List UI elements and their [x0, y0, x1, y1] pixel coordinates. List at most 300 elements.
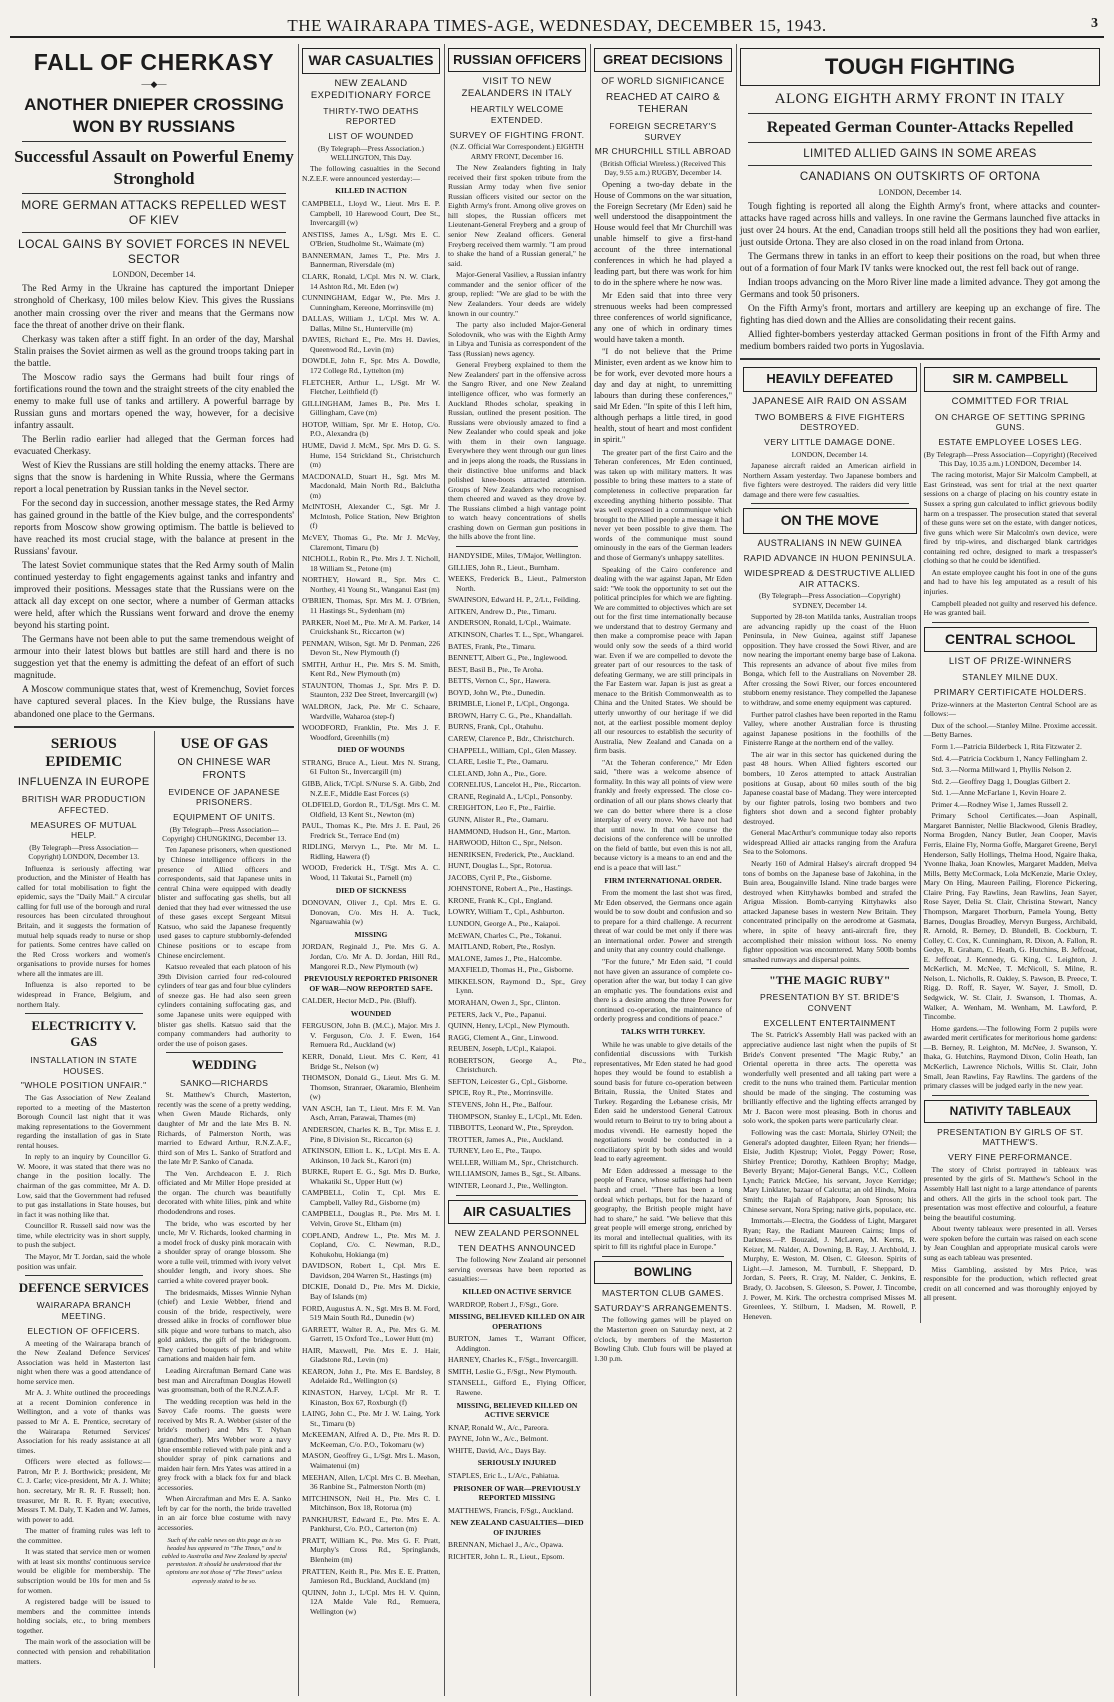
list-item: DICKIE, Donald D., Pte. Mrs M. Dickie, Bay of Islands (m): [302, 1282, 440, 1301]
subheadline: NEW ZEALAND EXPEDITIONARY FORCE: [310, 77, 432, 101]
subheadline: THIRTY-TWO DEATHS REPORTED: [323, 105, 419, 127]
paragraph: For the second day in succession, another message states, the Red Army has gained ground in the battle of the Kiev bulge, and the correspondents' reports from Moscow show growing optimism. The battle is believed to have reached its most crucial stage, with the balance at present in the Russians' favour.: [14, 498, 294, 558]
list-item: HARWOOD, Hilton C., Spr., Nelson.: [448, 838, 563, 848]
list-item: WHITE, David, A/c., Days Bay.: [448, 1445, 546, 1455]
list-item: CAREW, Clarence P., Bdr., Christchurch.: [448, 734, 575, 744]
paragraph: Form 1.—Patricia Bilderbeck 1, Rita Fitzwater 2.: [931, 741, 1082, 751]
paragraph: Influenza is also reported to be widespread in France, Belgium, and northern Italy.: [17, 980, 151, 1009]
dateline: LONDON, December 14.: [112, 270, 196, 280]
list-item: ANDERSON, Ronald, L/Cpl., Waimate.: [448, 618, 571, 628]
paragraph: Ten Japanese prisoners, when questioned by Chinese intelligence officers in the presence of Allied officers and correspondents, said that Japanese units in central China were equipped with deadly blister and suffocating gas shells, but all denied that they had ever witnessed the use of these gases except Sergeant Mitsui Katsuo, who said the Japanese frequently used gases to capture stubbornly-defended Chinese positions or to escape from Chinese encirclement.: [157, 845, 291, 960]
list-item: KINASTON, Harvey, L/Cpl. Mr R. T. Kinaston, Box 67, Roxburgh (f): [302, 1388, 440, 1407]
list-item: HAMMOND, Hudson H., Gnr., Marton.: [448, 826, 571, 836]
byline: (By Telegraph—Press Association—Copyright) SYDNEY, December 14.: [759, 591, 901, 610]
list-item: SMITH, Arthur H., Pte. Mrs S. M. Smith, Kent Rd., New Plymouth (m): [302, 659, 440, 679]
subheadline: RAPID ADVANCE IN HUON PENINSULA.: [743, 553, 916, 564]
divider: [456, 546, 578, 547]
list-item: NICHOLL, Robin R., Pte. Mrs J. T. Nicholl, 18 William St., Petone (m): [302, 554, 440, 573]
list-item: WINTER, Leonard J., Pte., Wellington.: [448, 1180, 568, 1190]
subheadline: LIST OF PRIZE-WINNERS: [948, 656, 1072, 668]
list-item: McVEY, Thomas G., Pte. Mr J. McVey, Claremont, Timaru (b): [302, 533, 440, 552]
list-item: LAING, John C., Pte. Mr J. W. Laing, York St., Timaru (b): [302, 1409, 440, 1428]
paragraph: Major-General Vasiliev, a Russian infantry commander and the senior officer of the group, replied: "We are glad to be with the New Zealanders. Your deeds are widely known in our country.": [448, 270, 586, 318]
paragraph: The Germans threw in tanks in an effort to keep their positions on the road, but when three out of a formation of four Mark IV tanks were knocked out, the rest fell back out of range.: [740, 251, 1100, 274]
list-item: VAN ASCH, Ian T., Lieut. Mrs F. M. Van Asch, Arran, Parawai, Thames (m): [302, 1103, 440, 1123]
paragraph: The story of Christ portrayed in tableaux was presented by the girls of St. Matthew's School in the Assembly Hall last night to a large attendance of parents and others. All the girls in the school took part. The presentation was most effective and colourful, a feature being the beautiful costuming.: [923, 1164, 1097, 1222]
list-item: QUINN, Henry, L/Cpl., New Plymouth.: [448, 1021, 570, 1031]
list-item: SPICE, Roy R., Pte., Morrinsville.: [448, 1088, 554, 1098]
subheadline: WAIRARAPA BRANCH MEETING.: [36, 1300, 131, 1322]
byline: (N.Z. Official War Correspondent.) EIGHTH ARMY FRONT, December 16.: [450, 142, 584, 161]
paragraph: The main work of the association will be connected with pension and rehabilitation matters.: [17, 1637, 151, 1666]
list-item: HUME, David J. McM., Spr. Mrs D. G. S. Hume, 154 Strickland St., Christchurch (m): [302, 440, 440, 470]
article-central-school: [924, 627, 1098, 1091]
list-item: DOWDLE, John F., Spr. Mrs A. Dowdle, 172 College Rd., Lyttelton (m): [302, 356, 440, 376]
list-item: WEEKS, Frederick B., Lieut., Palmerston North.: [448, 574, 586, 593]
list-item: NORTHEY, Howard R., Spr. Mrs C. Northey, 41 Young St., Wanganui East (m): [302, 575, 440, 594]
paragraph: A Moscow communique states that, west of Kremenchug, Soviet forces have captured several places. In the Kiev bulge, the Russians have abandoned one place to the Germans.: [14, 685, 294, 720]
list-item: WOODFORD, Franklin, Pte. Mrs J. F. Woodford, Greenhills (m): [302, 723, 440, 742]
paragraph: Nearly 160 of Admiral Halsey's aircraft dropped 94 tons of bombs on the Japanese base of Jakohina, in the Buin area, Bougainville Island. Nine trade barges were destroyed when Kittyhawks bombed and strafed the Arigua Mission. Bomb-carrying Kittyhawks also attacked Japanese bases in western New Britain. They concentrated principally on the aerodrome at Gasmata, where, in spite of heavy anti-aircraft fire, they accomplished their mission without loss. No enemy fighter opposition was encountered. Many 500lb bombs smashed runways and dispersal points.: [743, 859, 917, 964]
subheadline: FOREIGN SECRETARY'S SURVEY: [609, 120, 717, 142]
section-subhead: TALKS WITH TURKEY.: [621, 1026, 705, 1036]
air-casualty-list: [448, 1506, 586, 1516]
list-item: REUBEN, Joseph, L/Cpl., Kaiapoi.: [448, 1044, 556, 1054]
column-2: [298, 44, 444, 1696]
subheadline: ALONG EIGHTH ARMY FRONT IN ITALY: [774, 90, 1066, 107]
paragraph: The Mayor, Mr T. Jordan, said the whole position was unfair.: [17, 1251, 151, 1271]
missing-list: [302, 942, 440, 971]
list-item: MALONE, James J., Pte., Halcombe.: [448, 953, 562, 963]
subheadline: MEASURES OF MUTUAL HELP.: [30, 819, 137, 841]
air-casualty-list: [448, 1300, 586, 1310]
list-item: PARKER, Noel M., Pte. Mr A. M. Parker, 14 Cruickshank St., Riccarton (w): [302, 617, 440, 637]
list-item: CORNELIUS, Lancelot H., Pte., Riccarton.: [448, 780, 581, 790]
paragraph: Mr Eden addressed a message to the people of France, whose sufferings had been harsh and cruel. "There has been a long ordeal which perhaps, but for the hazard of geography, the British people might have had to share," he said. "We believe that this great people will emerge strong, enriched by its moral and intellectual qualities, with its spirit to fill its rightful place in Europe.": [594, 1165, 732, 1252]
headline: RUSSIAN OFFICERS: [448, 48, 586, 72]
list-item: SEFTON, Leicester G., Cpl., Gisborne.: [448, 1076, 568, 1086]
paragraph: About twenty tableaux were presented in all. Verses were spoken before the curtain was raised on each scene by Jean Coughlan and appropriate musical carols were sung as each tableau was presented.: [923, 1224, 1097, 1262]
list-item: QUINN, John J., L/Cpl. Mrs H. V. Quinn, 12A Malde Vale Rd., Remuera, Wellington (w): [302, 1587, 440, 1616]
paragraph: Officers were elected as follows:—Patron, Mr P. J. Borthwick; president, Mr C. J. Carle; vice-president, Mr A. J. White; hon. secretary, Mr R. R. F. Russell; hon. treasurer, Mr R. R. F. Ryan; executive, Messrs T. M. Daly, T. Kaden and W. James, with power to add.: [17, 1457, 151, 1524]
paragraph: Std. 2.—Geoffrey Dagg 1, Douglas Gilbert 2.: [931, 776, 1071, 786]
subheadline: LIMITED ALLIED GAINS IN SOME AREAS: [803, 147, 1037, 160]
list-item: GILLINGHAM, James B., Pte. Mrs I. Gillingham, Cave (m): [302, 398, 440, 418]
list-item: BANNERMAN, James T., Pte. Mrs J. Bannerman, Riversdale (m): [302, 250, 440, 270]
subheadline: LIST OF WOUNDED: [328, 130, 414, 141]
paragraph: Indian troops advancing on the Moro River line made a limited advance. They got among the Germans and took 50 prisoners.: [740, 278, 1100, 301]
subheadline: ELECTION OF OFFICERS.: [27, 1325, 141, 1336]
paragraph: Supported by 28-ton Matilda tanks, Australian troops are advancing rapidly up the coast of the Huon Peninsula, in New Guinea, against stiff Japanese opposition. They have crossed the Sowi River, and are now nearing the important enemy barge base of Lakona. This represents an advance of about five miles from Bonga, which fell to the Australians on November 28. After crossing the Sowi River, our forces encountered stubborn enemy resistance. They compelled the Japanese to withdraw, and some enemy equipment was captured.: [743, 611, 917, 707]
headline: DEFENCE SERVICES: [18, 1280, 149, 1296]
list-heading: NEW ZEALAND CASUALTIES—DIED OF INJURIES: [450, 1518, 584, 1537]
article-cherkasy: [14, 48, 294, 721]
paragraph: The following New Zealand air personnel serving overseas have been reported as casualties:—: [448, 1255, 586, 1284]
killed-in-action-list: [302, 199, 440, 742]
list-item: WELLER, William M., Spr., Christchurch.: [448, 1157, 579, 1167]
article-wedding: [158, 1057, 292, 1586]
list-heading: DIED OF WOUNDS: [337, 745, 405, 755]
paragraph: The party also included Major-General Solodovnik, who was with the Eighth Army in Libya and Tunisia as correspondent of the Tass (Russian) news agency.: [448, 320, 586, 358]
list-item: STRANG, Bruce A., Lieut. Mrs N. Strang, 61 Fulton St., Invercargill (m): [302, 757, 440, 777]
list-item: STAPLES, Eric L., L/A/c., Pahiatua.: [448, 1470, 560, 1480]
list-item: MIKKELSON, Raymond D., Spr., Grey Lynn.: [448, 976, 586, 996]
list-item: PANKHURST, Edward E., Pte. Mrs E. A. Pankhurst, C/o. P.O., Carterton (m): [302, 1514, 440, 1534]
divider: [22, 193, 286, 194]
subheadline: JAPANESE AIR RAID ON ASSAM: [752, 395, 908, 407]
paragraph: While he was unable to give details of the confidential discussions with Turkish representatives, Mr Eden stated he had good hopes they would be found to establish a sound basis for future co-operation between Britain, Russia, the United States and Turkey. Regarding the Lebanese crisis, Mr Eden said he understood General Catroux would return to Beirut to try to bring about a modus vivendi. He earnestly hoped the negotiations would be conducted in a conciliatory spirit by both sides and would lead to early agreement.: [594, 1039, 732, 1164]
list-item: JORDAN, Reginald J., Pte. Mrs G. A. Jordan, C/o. Mr A. D. Jordan, Hill Rd., Mangorei R.D., New Plymouth (w): [302, 942, 440, 971]
subheadline: INSTALLATION IN STATE HOUSES.: [30, 1054, 138, 1076]
paragraph: Primer 4.—Rodney Wise 1, James Russell 2.: [931, 799, 1068, 809]
subheadline: TWO BOMBERS & FIVE FIGHTERS DESTROYED.: [754, 411, 905, 433]
list-item: BETTS, Vernon C., Spr., Hawera.: [448, 676, 551, 686]
headline: SERIOUS EPIDEMIC: [45, 735, 123, 771]
headline: GREAT DECISIONS: [594, 48, 732, 72]
list-heading: WOUNDED: [350, 1008, 392, 1018]
list-item: PAYNE, John W., A/c., Belmont.: [448, 1434, 549, 1444]
article-russian-officers: [448, 48, 586, 1191]
paragraph: General Freyberg explained to them the New Zealanders' part in the offensive across the Sangro River, and one New Zealand intelligence officer, who was formerly an Auckland Rhodes scholar, speaking in Russian, outlined the present position. The Russians were obviously amazed to find a New Zealander who could speak and joke with them in their own language. Everywhere they went through our gun lines and in jeeps along the roads, the Russians in their distinctive blue uniforms and black polished knee-boots attracted attention. Groups of New Zealanders who recognised them cheered and waved as they drove by. The Russians climbed a high vantage point to watch heavy concentrations of shells crashing down on German gun positions in the hills above the front line.: [448, 360, 586, 542]
list-item: THOMSON, Donald G., Lieut. Mrs G. M. Thomson, Stranraer, Okaramio, Blenheim (w): [302, 1073, 440, 1102]
list-item: PRATTEN, Keith R., Pte. Mrs E. E. Pratten, Jamieson Rd., Buckland, Auckland (m): [302, 1566, 440, 1586]
list-item: SMITH, Leslie G., F/Sgt., New Plymouth.: [448, 1366, 577, 1376]
list-item: RICHTER, John L. R., Lieut., Epsom.: [448, 1551, 565, 1561]
list-item: PENMAN, Wilson, Sgt. Mr D. Penman, 226 Devon St., New Plymouth (f): [302, 638, 440, 658]
list-item: WOOD, Frederick H., T/Sgt. Mrs A. C. Wood, 11 Takutai St., Parnell (m): [302, 863, 440, 883]
column-1: [10, 44, 298, 1696]
subheadline: OF WORLD SIGNIFICANCE: [601, 76, 725, 87]
article-nativity: [924, 1100, 1098, 1303]
list-item: O'BRIEN, Thomas, Spr. Mrs M. J. O'Brien, 11 Hastings St., Sydenham (m): [302, 596, 440, 615]
subheadline: SATURDAY'S ARRANGEMENTS.: [594, 1302, 732, 1313]
subheadline: COMMITTED FOR TRIAL: [951, 395, 1069, 407]
list-item: DONOVAN, Oliver J., Cpl. Mrs E. G. Donovan, C/o. Mrs H. A. Tuck, Ngaruawahia (w): [302, 898, 440, 927]
paragraph: Immortals.—Electra, the Goddess of Light, Margaret Ryan; Ray, the Radiant Maureen Cairns; Imps of Darkness.—P. Bouzaid, J. McLaren, M. Kerns, R. Keizer, M. Nalder, A. Downing, B. Ray, J. Archbold, J. Murphy, E. Weston, M. Olsen, C. Gleeson. Spirits of Light.—J. Jameson, M. Turnbull, F. Sheppard, D. Jordan, S. Peers, R. Cray, M. Nalder, C. Jenkins, E. Brady, O. Jacobsen, S. Gleeson, S. Power, J. Tincombe, J. Power, M. Kirk. The orchestra comprised Misses M. Greenlees, Y. Stilburn, I. Madsen, M. Rowell, P. Heneven.: [743, 1216, 917, 1321]
subheadline: WIDESPREAD & DESTRUCTIVE ALLIED AIR ATTACKS.: [744, 567, 916, 589]
air-casualty-list: [448, 1423, 586, 1456]
paragraph: The St. Patrick's Assembly Hall was packed with an appreciative audience last night when the pupils of St Bride's Convent presented "The Magic Ruby," an Oriental operetta in three acts. The operetta was wonderfully well presented and all taking part were a credit to the nuns who trained them. Particular mention should be made of the singing. The costuming was brilliantly effective and the lighting effects arranged by Mr J. Bacon were most pleasing. Both in chorus and solo work, the spoken parts were particularly clear.: [743, 1030, 917, 1126]
list-item: FLETCHER, Arthur L., L/Sgt. Mr W. Fletcher, Leithfield (f): [302, 377, 440, 397]
divider: [22, 232, 286, 233]
paragraph: Speaking of the Cairo conference and dealing with the war against Japan, Mr Eden said: "We took the opportunity to set out the political principles for which we are fighting. We are committed to objectives which are set out for the first time internationally because we understand that to destroy Germany and then make a compromise peace with Japan would only sow the seeds of a third world war. Even if we are compelled to devote the greater part of our resources to the task of defeating Germany, we are still principals in the Far Eastern war. Japan is just as great a menace to the British Commonwealth as to China and the United States. We should be utterly unworthy of our heritage if we did not, at the earliest possible moment deploy all our resources to establish the security of Australia, New Zealand and Canada on a firm basis.: [594, 564, 732, 756]
paragraph: The matter of framing rules was left to the committee.: [17, 1526, 151, 1545]
paragraph: The following casualties in the Second N.Z.E.F. were announced yesterday:—: [302, 164, 440, 183]
subheadline: STANLEY MILNE DUX.: [962, 672, 1059, 683]
paragraph: Cherkasy was taken after a stiff fight. In an order of the day, Marshal Stalin praises the Soviet airmen as well as the ground troops taking part in the battle.: [14, 334, 294, 369]
list-item: STAUNTON, Thomas J., Spr. Mrs P. D. Staunton, 232 Dee Street, Invercargill (w): [302, 680, 440, 700]
section-subhead: FIRM INTERNATIONAL ORDER.: [604, 875, 722, 885]
list-item: TURNEY, Leo E., Pte., Taupo.: [448, 1146, 542, 1156]
list-heading: MISSING: [354, 929, 388, 939]
divider: [25, 1013, 143, 1014]
list-item: BATES, Frank, Pte., Timaru.: [448, 641, 536, 651]
list-item: CAMPBELL, Douglas R., Pte. Mrs M. I. Velvin, Grove St., Eltham (m): [302, 1209, 440, 1229]
divider: [751, 968, 909, 969]
wounded-list: [302, 1021, 440, 1616]
list-item: GILLIES, John R., Lieut., Burnham.: [448, 562, 560, 572]
headline: ON THE MOVE: [743, 508, 917, 534]
article-on-the-move: [743, 508, 917, 964]
list-item: McINTOSH, Alexander C., Sgt. Mr J. McIntosh, Police Station, New Brighton (f): [302, 502, 440, 531]
list-item: MAXFIELD, Thomas H., Pte., Gisborne.: [448, 965, 574, 975]
list-item: CLELAND, John A., Pte., Gore.: [448, 768, 547, 778]
list-item: CAMPBELL, Lloyd W., Lieut. Mrs E. P. Campbell, 10 Harewood Court, Dee St., Invercargill (w): [302, 199, 440, 228]
list-item: ANSTISS, James A., L/Sgt. Mrs E. C. O'Brien, Studholme St., Waimate (m): [302, 229, 440, 249]
subheadline: SANKO—RICHARDS: [180, 1077, 269, 1088]
list-item: KERR, Donald, Lieut. Mrs C. Kerr, 41 Bridge St., Nelson (w): [302, 1052, 440, 1071]
list-item: ATKINSON, Charles T. L., Spr., Whangarei.: [448, 629, 584, 639]
paragraph: Further patrol clashes have been reported in the Ramu Valley, where another Australian force is thrusting against Japanese positions in the foothills of the Finisterre Range at the northern end of the valley.: [743, 709, 917, 748]
subheadline: ON CHARGE OF SETTING SPRING GUNS.: [934, 411, 1086, 433]
list-item: JACOBS, Cyril P., Pte., Gisborne.: [448, 872, 552, 882]
list-item: DALLAS, William J., L/Cpl. Mrs W. A. Dallas, Milne St., Hunterville (m): [302, 314, 440, 333]
list-item: BURTON, James T., Warrant Officer, Addington.: [448, 1334, 586, 1353]
paragraph: A meeting of the Wairarapa branch of the New Zealand Defence Services' Association was held in Masterton last night when there was a good attendance of home service men.: [17, 1338, 151, 1386]
section-rule: [740, 358, 1100, 360]
paragraph: Leading Aircraftman Bernard Cane was best man and Aircraftman Douglas Howell was groomsman, both of the R.N.Z.A.F.: [157, 1366, 291, 1395]
list-item: THOMPSON, Stanley E., L/Cpl., Mt. Eden.: [448, 1111, 583, 1121]
paragraph: Campbell pleaded not guilty and reserved his defence. He was granted bail.: [923, 598, 1097, 618]
byline: (By Telegraph—Press Association—Copyright) LONDON, December 13.: [28, 842, 140, 862]
air-casualty-groups: [448, 1287, 586, 1562]
paragraph: The Gas Association of New Zealand reported to a meeting of the Masterton Borough Council last night that it was making representations to the Government regarding the installation of gas in State rental houses.: [17, 1092, 151, 1150]
headline: TOUGH FIGHTING: [740, 48, 1100, 86]
subheadline: EQUIPMENT OF UNITS.: [173, 812, 276, 823]
list-item: GUNN, Alister R., Pte., Oamaru.: [448, 814, 549, 824]
paragraph: Std. 1.—Anne McFarlane 1, Kevin Hoare 2.: [931, 788, 1067, 798]
list-item: MATTHEWS, Francis, F/Sgt., Auckland.: [448, 1505, 574, 1515]
paragraph: Miss Gambling, assisted by Mrs Price, was responsible for the production, which reflected great credit on all concerned and was thoroughly enjoyed by all present.: [923, 1264, 1097, 1303]
list-item: LOWRY, William T., Cpl., Ashburton.: [448, 907, 565, 917]
paragraph: Councillor R. Russell said now was the time, while electricity was in short supply, to push the subject.: [17, 1221, 151, 1250]
headline: NATIVITY TABLEAUX: [924, 1100, 1098, 1123]
headline: SIR M. CAMPBELL: [924, 367, 1098, 391]
paragraph: Std. 4.—Patricia Cockburn 1, Nancy Fellingham 2.: [931, 753, 1088, 763]
headline: AIR CASUALTIES: [448, 1200, 586, 1224]
list-item: MASON, Geoffrey G., L/Sgt. Mrs L. Mason, Waimatenui (m): [302, 1451, 440, 1470]
subheadline: VISIT TO NEW ZEALANDERS IN ITALY: [461, 76, 573, 100]
paragraph: St. Matthew's Church, Masterton, recently was the scene of a pretty wedding, when Gwen Maude Richards, only daughter of Mr and the late Mrs B. N. Richards, of Palmerston North, was married to Edward Arthur, R.N.Z.A.F., third son of Mrs L. Sanko of Stratford and the late Mr P. Sanko of Canada.: [157, 1090, 291, 1167]
byline: (British Official Wireless.) (Received This Day, 9.55 a.m.) RUGBY, December 14.: [600, 159, 726, 178]
divider: [25, 1275, 143, 1276]
list-item: HUNT, Douglas L., Spr., Rotorua.: [448, 861, 553, 871]
paragraph: From the moment the last shot was fired, Mr Eden observed, the Germans once again would be to sow doubt and confusion and so to prepare for a third challenge. A recurrent threat of war could be met only if there was an international order. Power and strength and unity that any country could challenge.: [594, 888, 732, 955]
list-item: WILLIAMSON, James B., Sgt., St. Albans.: [448, 1169, 581, 1179]
subheadline: TEN DEATHS ANNOUNCED: [458, 1242, 576, 1253]
list-item: BRENNAN, Michael J., A/c., Opawa.: [448, 1540, 564, 1550]
list-item: BEST, Basil B., Pte., Te Aroha.: [448, 664, 544, 674]
paragraph: The racing motorist, Major Sir Malcolm Campbell, at East Grinstead, was sent for trial at the next quarter sessions on a charge of placing on his country estate in Sussex a spring gun calculated to inflict grievous bodily harm on a trespasser. The prosecution stated that several of these guns were set on the estate, with danger notices, five guns which were Sir Malcolm's own device, were fired by trip-wires, and discharged blank cartridges containing red ochre, designed to mark a trespasser's clothing so that he could be identified.: [923, 470, 1097, 566]
paragraph: Following was the cast: Mortala, Shirley O'Neil; the General's adopted daughter, Eileen Ryan; her friends—Elsie, Judith Kjestrup; Violet, Peggy Power; Rose, Shirley Prentice; Dorothy, Kathleen Brophy; Madge, Beverly Bryant; Major-General Bangs, V.C., Colleen Lynch; Patrick McGee, his servant, Joyce Kerridge; Mary Linklater, bazaar of Calcutta; an old Hindu, Moira Smith; the Rajah of Rajahpore, Joan Sproson; his Chinese servant, Nora Spring; native girls, populace, etc.: [743, 1128, 917, 1214]
list-heading: DIED OF SICKNESS: [335, 885, 407, 895]
list-item: MORAHAN, Owen J., Spr., Clinton.: [448, 997, 561, 1007]
paragraph: The Berlin radio earlier had alleged that the German forces had evacuated Cherkasy.: [14, 434, 294, 457]
list-item: CRANE, Reginald A., L/Cpl., Ponsonby.: [448, 791, 573, 801]
pow-safe-list: [302, 996, 440, 1006]
list-item: HAIR, Maxwell, Pte. Mrs E. J. Hair, Gladstone Rd., Levin (m): [302, 1345, 440, 1365]
subheadline: MORE GERMAN ATTACKS REPELLED WEST OF KIEV: [21, 197, 287, 228]
subheadline: PRESENTATION BY GIRLS OF ST. MATTHEW'S.: [937, 1126, 1084, 1148]
paragraph: The latest Soviet communique states that the Red Army south of Malin continued yesterday to fight engagements against tanks and infantry and improved their positions. Messages state that the Russians were on the attack all day except on one sector, where a number of German attacks were held, after which the Russians went forward and drove the enemy beyond his starting point.: [14, 561, 294, 632]
list-item: MAITLAND, Robert, Pte., Roslyn.: [448, 942, 556, 952]
subheadline: HEARTILY WELCOME EXTENDED.: [470, 104, 564, 126]
subheadline: ON CHINESE WAR FRONTS: [177, 757, 272, 782]
list-item: HARNEY, Charles K., F/Sgt., Invercargill.: [448, 1355, 579, 1365]
paragraph: The bride, who was escorted by her uncle, Mr V. Richards, looked charming in a model frock of dusky pink moracain with a shoulder spray of orange blossom. She wore a tulle veil, trimmed with ivory velvet shoulder length, and ivory shoes. She carried a white covered prayer book.: [157, 1218, 291, 1285]
list-item: CAMPBELL, Colin T., Cpl. Mrs E. Campbell, Valley Rd., Gisborne (m): [302, 1188, 440, 1207]
subheadline: MR CHURCHILL STILL ABROAD: [594, 146, 732, 157]
list-item: STANSELL, Gifford E., Flying Officer, Rawene.: [448, 1378, 586, 1398]
subheadline: LOCAL GAINS BY SOVIET FORCES IN NEVEL SECTOR: [18, 237, 290, 267]
list-item: DAVIES, Richard E., Pte. Mrs H. Davies, Queenwood Rd., Levin (m): [302, 335, 440, 354]
list-item: McEWAN, Charles C., Pte., Tokanui.: [448, 930, 562, 940]
list-item: JOHNSTONE, Robert A., Pte., Hastings.: [448, 884, 573, 894]
list-heading: KILLED IN ACTION: [335, 186, 407, 196]
article-air-casualties: [448, 1200, 586, 1562]
list-item: PETERS, Jack V., Pte., Papanui.: [448, 1009, 547, 1019]
paragraph: Home gardens.—The following Form 2 pupils were awarded merit certificates for meritorious home gardens:—B. Berney, R. Leighton, M. McNee, J. Swanson, Y. Ihaka, G. Hutchins, Raymond Dixon, Colin Heath, Ian McKerlich, Lawrence Nichols, Willis St. Clair, John Small, Jean Rawlins, Fay Rawlins. The gardens of the primary classes will be judged early in the new year.: [923, 1023, 1097, 1091]
divider: [932, 1095, 1090, 1096]
subheadline: "WHOLE POSITION UNFAIR.": [20, 1080, 147, 1091]
list-item: McKEEMAN, Alfred A. D., Pte. Mrs R. D. McKeeman, C/o. P.O., Tokomaru (w): [302, 1430, 440, 1449]
page-number: 3: [1091, 16, 1098, 31]
subheadline: ESTATE EMPLOYEE LOSES LEG.: [938, 436, 1083, 447]
divider: [166, 1052, 284, 1053]
list-item: GARRETT, Walter R. A., Pte. Mrs G. M. Garrett, 15 Oxford Tce., Lower Hutt (m): [302, 1324, 440, 1344]
paragraph: The bridesmaids, Misses Winnie Nyhan (chief) and Lexie Webber, friend and cousin of the bride, respectively, were dressed alike in frocks of cornflower blue silk pique and wore turbans to match, also gold anklets, the gift of the bridegroom. They carried bouquets of pink and white carnations and maiden hair fern.: [157, 1287, 291, 1364]
section-rule: [14, 726, 294, 728]
paragraph: The following games will be played on the Masterton green on Saturday next, at 2 o'clock, by members of the Masterton Bowling Club. Club fours will be played at 1.30 p.m.: [594, 1315, 732, 1363]
list-item: BRIMBLE, Lionel P., L/Cpl., Ongonga.: [448, 699, 570, 709]
paragraph: Primary School Certificates.—Joan Aspinall, Margaret Bannister, Nellie Blackwood, Glenis Bradley, Norma Brogden, Nancy Butler, Jean Cooper, Mavis Ferris, Elaine Fly, Norma Goffe, Margaret Greene, Beryl Henderson, Sally Hollings, Thelma Hood, Ngaire Ihaka, Yvonne Ihaka, Joan Knowles, Margaret Madden, Melva Mills, Betty McCormack, Lola McKenzie, Marie Oxley, Mary On Hing, Maureen Pailing, Florence Pickering, Claire Pring, Fay Rawlins, Jean Rawlins, Jean Sayer, Rose Sayer, Delia St. Clair, Christina Stewart, Nancy Thompson, Margaret Thorburn, Pamela Young, Betty Barnes, Douglas Broadley, Mervyn Burgess, Archibald, R. Arnold, R. Berney, D. Blundell, B. Cockburn, T. Colley, C. Cox, K. Cunningham, R. Dixon, A. Fallon, R. Gedye, R. Graham, C. Heath, G. Hutchins, B. Jeffcoat, E. Jeffcoat, J. Kennedy, G. King, C. Leighton, J. McKerlich, M. McNee, T. McNicoll, S. Milne, R. Nelson, L. Nicholls, R. Oakley, S. Pawson, B. Preece, T. Rigg, D. Roff, R. Sayer, W. Sayer, J. Smoll, D. Sedgwick, W. St. Clair, J. Swanson, I. Thomas, A. Walker, A. Wenham, M. Wenham, M. Lawford, P. Tincombe.: [923, 811, 1097, 1022]
masthead: [10, 6, 1104, 38]
list-heading: SERIOUSLY INJURED: [477, 1458, 557, 1468]
list-heading: MISSING, BELIEVED KILLED ON AIR OPERATIONS: [448, 1312, 586, 1331]
headline: BOWLING: [594, 1261, 732, 1284]
air-casualty-list: [448, 1540, 586, 1561]
divider: [751, 503, 909, 504]
byline: (By Telegraph—Press Association.) WELLINGTON, This Day.: [318, 143, 424, 162]
paragraph: The New Zealanders fighting in Italy received their first spoken tribute from the Russian Army today when five senior Russian officers visited our sector on the Eighth Army's front. Among olive groves on hill slopes, the Russian officers met Lieutenant-General Freyberg and a group of senior New Zealand officers. General Freyberg received them warmly. "I am proud to shake the hand of a Russian general," he said.: [448, 163, 586, 268]
dateline: LONDON, December 14.: [878, 187, 962, 197]
headline: ELECTRICITY V. GAS: [31, 1018, 137, 1050]
subheadline: INFLUENZA IN EUROPE: [17, 776, 150, 789]
paragraph: "For the future," Mr Eden said, "I could not have given an assurance of complete co-operation after the war, but today I can give an emphatic yes. The foundations exist and there is a desire among the three Powers for continued co-operation, the maintenance of orderly progress and conditions of peace.": [594, 957, 732, 1024]
paragraph: The greater part of the first Cairo and the Teheran conferences, Mr Eden continued, was taken up with military matters. It was possible to bring these matters to a state of completeness in collective preparation far exceeding anything hitherto possible. That was well expressed in a communique which brought to the Allied people a message it had never yet been possible to give them. The words of the communique must sound ominously in the ears of the German leaders and those of Germany's unhappy satellites.: [594, 447, 732, 562]
divider: [602, 1256, 724, 1257]
paragraph: Influenza is seriously affecting war production, and the Minister of Health has called for total mobilisation to fight the epidemic, says the "Daily Mail." A circular calling for full use of the borough and rural resources has been circulated throughout Britain, and it suggests the formation of mutual help squads ready to nurse or shop for patients. Some centres have called on the Red Cross workers and women's organisations to provide nurses for homes where all the inmates are ill.: [17, 863, 151, 978]
list-heading: PREVIOUSLY REPORTED PRISONER OF WAR—NOW REPORTED SAFE.: [304, 974, 438, 993]
list-item: CHAPPELL, William, Cpl., Glen Massey.: [448, 745, 577, 755]
paragraph: An estate employee caught his foot in one of the guns and had to have his leg amputated as a result of his injuries.: [923, 567, 1097, 597]
list-item: BENNETT, Albert G., Pte., Inglewood.: [448, 653, 568, 663]
article-tough-fighting: [740, 48, 1100, 353]
paragraph: Allied fighter-bombers yesterday attacked German positions in front of the Fifth Army and medium bombers raided two ports in Yugoslavia.: [740, 330, 1100, 353]
article-heavily-defeated: [743, 367, 917, 499]
subheadline: SURVEY OF FIGHTING FRONT.: [449, 129, 585, 140]
list-item: SWAINSON, Edward H. P., 2/Lt., Feilding.: [448, 595, 581, 605]
article-electricity: [17, 1018, 151, 1271]
article-gas: [158, 735, 292, 1049]
paragraph: The Ven. Archdeacon E. J. Rich officiated and Mr Miller Hope presided at the organ. The church was beautifully decorated with white lilies, pink and white rhododendrons and roses.: [157, 1168, 291, 1217]
list-heading: MISSING, BELIEVED KILLED ON ACTIVE SERVICE: [456, 1400, 578, 1420]
paragraph: Japanese aircraft raided an American airfield in Northern Assam yesterday. Two Japanese bombers and five fighters were destroyed. The raiders did very little damage and there were few casualties.: [743, 460, 917, 499]
divider: [22, 141, 286, 142]
list-item: HENRIKSEN, Frederick, Pte., Auckland.: [448, 849, 575, 859]
list-item: STEVENS, John H., Pte., Balfour.: [448, 1100, 553, 1110]
list-heading: PRISONER OF WAR—PREVIOUSLY REPORTED MISSING: [453, 1483, 581, 1503]
article-war-casualties: [302, 48, 440, 1616]
paragraph: It was stated that service men or women with at least six months' continuous service would be eligible for membership. The subscription would be 10s for men and 5s for women.: [17, 1547, 151, 1595]
subheadline: PRIMARY CERTIFICATE HOLDERS.: [933, 687, 1087, 698]
subheadline: EVIDENCE OF JAPANESE PRISONERS.: [168, 786, 281, 808]
paragraph: Tough fighting is reported all along the Eighth Army's front, where attacks and counter-attacks have raged across hills and valleys. In one ravine the Germans launched five attacks in just over 24 hours. At the end, Canadian troops still held all the positions they had won earlier, just outside Ortona. They are also closed in on the road inland from Ortona.: [740, 201, 1100, 248]
list-item: CLARE, Leslie T., Pte., Oamaru.: [448, 757, 549, 767]
article-magic-ruby: [743, 973, 917, 1321]
paragraph: A registered badge will be issued to members and the committee intends holding socials, etc., to bring members together.: [17, 1597, 151, 1635]
paragraph: "At the Teheran conference," Mr Eden said, "there was a welcome absence of formality. In this way all points of view were frankly and freely expressed. The close co-ordination of all our plans shows clearly that we can do better where there is a close interplay of every move. We have not had that until now. In that one course the decisions of the conference will be unrolled on the field of battle, but even this is not all, because victory is a means to an end and the end is a peace that will last.": [594, 757, 732, 872]
paragraph: Katsuo revealed that each platoon of his 39th Division carried four red-coloured cylinders of tear gas and four blue cylinders of sneeze gas. He had also seen green cylinders containing suffocating gas, and some Japanese units were equipped with blister gas shells. Katsuo said that the company commanders had authority to order the use of poison gases.: [157, 962, 291, 1048]
copyright-notice: Such of the cable news on this page as is so headed has appeared in "The Times," and is cabled to Australia and New Zealand by special permission. It should be understood that the opinions are not those of "The Times" unless expressly stated to be so.: [161, 1536, 287, 1585]
list-item: FORD, Augustus A. N., Sgt. Mrs B. M. Ford, 519 Main South Rd., Dunedin (w): [302, 1303, 440, 1323]
newspaper-title: THE WAIRARAPA TIMES-AGE, WEDNESDAY, DECEMBER 15, 1943.: [287, 16, 827, 35]
paragraph: Dux of the school.—Stanley Milne. Proxime accessit.—Betty Barnes.: [923, 720, 1097, 740]
byline: (By Telegraph—Press Association—Copyright) CHUNGKING, December 13.: [162, 824, 287, 844]
divider: [748, 113, 1092, 114]
paragraph: The Moscow radio says the Germans had built four rings of fortifications round the town and the straight streets of the city enabled the enemy to make full use of tanks and artillery. A powerful barrage by Russian guns and mortars opened the way, however, for a decisive infantry assault.: [14, 372, 294, 431]
subheadline: VERY LITTLE DAMAGE DONE.: [764, 436, 896, 447]
headline: FALL OF CHERKASY: [33, 49, 275, 75]
column-5: [736, 44, 1104, 1696]
byline: (By Telegraph—Press Association—Copyright) (Received This Day, 10.35 a.m.) LONDON, December 14.: [923, 449, 1097, 468]
list-item: CUNNINGHAM, Edgar W., Pte. Mrs J. Cunningham, Kereone, Morrinsville (m): [302, 293, 440, 312]
paragraph: When Aircraftman and Mrs E. A. Sanko left by car for the north, the bride travelled in an air force blue costume with navy accessories.: [157, 1494, 291, 1533]
list-item: OLDFIELD, Gordon R., T/L/Sgt. Mrs C. M. Oldfield, 13 Kent St., Newton (m): [302, 800, 440, 819]
subheadline: Repeated German Counter-Attacks Repelled: [766, 118, 1074, 136]
list-item: TIBBOTTS, Leonard W., Pte., Spreydon.: [448, 1123, 574, 1133]
paragraph: The wedding reception was held in the Savoy Cafe rooms. The guests were received by Mrs R. A. Webber (sister of the bride's mother) and Mrs T. Nyhan (grandmother). Mrs Webber wore a navy blue ensemble relieved with pale pink and a shoulder spray of pink carnations and maiden hair fern. Mrs Yates was attired in a grey frock with a black fox fur and black accessories.: [157, 1396, 291, 1492]
list-item: CREIGHTON, Leo F., Pte., Fairlie.: [448, 803, 556, 813]
died-of-wounds-list: [302, 758, 440, 883]
subheadline: MASTERTON CLUB GAMES.: [602, 1288, 724, 1299]
list-item: KNAP, Ronald W., A/c., Pareora.: [448, 1422, 549, 1432]
article-campbell: [924, 367, 1098, 618]
list-item: WARDROP, Robert J., F/Sgt., Gore.: [448, 1299, 559, 1309]
headline: "THE MAGIC RUBY": [769, 973, 891, 988]
paragraph: Std. 3.—Norma Millward 1, Phyllis Nelson 2.: [931, 765, 1072, 775]
paragraph: Mr A. J. White outlined the proceedings at a recent Dominion conference in Wellington, and a vote of thanks was passed to Mr A. E. Prentice, secretary of the Wairarapa Returned Services' Association for his ready assistance at all times.: [17, 1388, 151, 1455]
list-item: BURKE, Rupert E. G., Sgt. Mrs D. Burke, Whakatiki St., Upper Hutt (w): [302, 1167, 440, 1186]
byline: LONDON, December 14.: [791, 449, 868, 459]
list-item: TROTTER, James A., Pte., Auckland.: [448, 1134, 564, 1144]
list-heading: KILLED ON ACTIVE SERVICE: [462, 1286, 572, 1296]
list-item: KEARON, John J., Pte. Mrs E. Bardsley, 8 Adelaide Rd., Wellington (s): [302, 1366, 440, 1386]
divider: [932, 622, 1090, 623]
air-casualty-list: [448, 1471, 586, 1481]
list-item: HOTOP, William, Spr. Mr E. Hotop, C/o. P.O., Alexandra (b): [302, 419, 440, 439]
list-item: LUNDON, George A., Pte., Kaiapoi.: [448, 919, 561, 929]
paragraph: The Red Army in the Ukraine has captured the important Dnieper stronghold of Cherkasy, 100 miles below Kiev. This gives the Russians another main crossing over the river and means that the Germans now face the threat of another drive on their flank.: [14, 284, 294, 331]
subheadline: NEW ZEALAND PERSONNEL: [454, 1227, 580, 1238]
list-item: AITKEN, Andrew D., Pte., Timaru.: [448, 606, 557, 616]
list-item: BOYD, John W., Pte., Dunedin.: [448, 687, 546, 697]
article-defence: [17, 1280, 151, 1666]
headline: WEDDING: [191, 1057, 257, 1073]
paragraph: "I do not believe that the Prime Minister, even ardent as we know him to be for work, ever devoted more hours a day and day at night, to unremitting labours than during these conferences," said Mr Eden. "In spite of this I left him, although perhaps a little tired, in good health, stout of heart and most confident in spirit.": [594, 347, 732, 444]
paragraph: On the Fifth Army's front, mortars and artillery are keeping up an exchange of fire. The fighting has died down and the Allies are consolidating their recent gains.: [740, 304, 1100, 327]
list-item: FERGUSON, John B. (M.C.), Major. Mrs J. V. Ferguson, C/o. J. F. Ewen, 164 Remuera Rd., Auckland (w): [302, 1021, 440, 1050]
